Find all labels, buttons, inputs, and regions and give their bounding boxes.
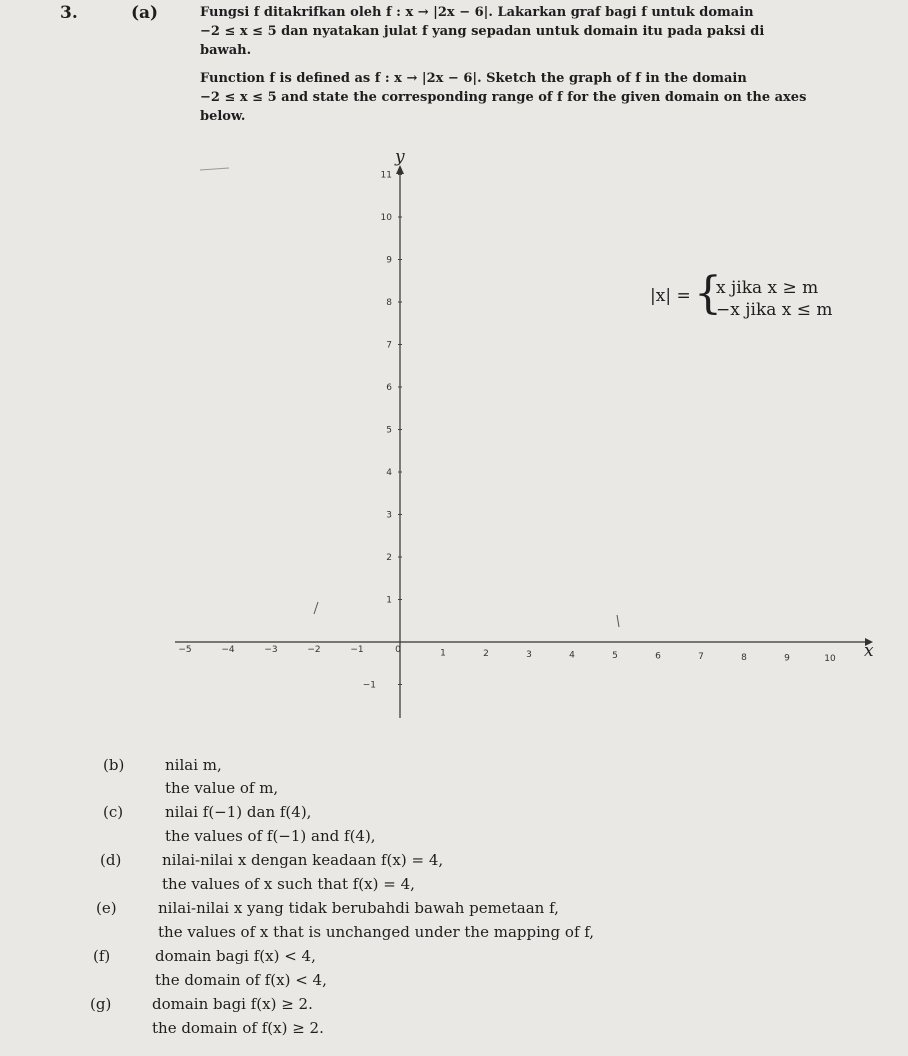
x-tick-label: −1 [350, 645, 364, 655]
definition-lhs: |x| = [650, 286, 691, 306]
x-tick-label: −5 [178, 645, 192, 655]
x-tick-label: 2 [483, 649, 489, 660]
x-tick-label: −4 [221, 645, 235, 655]
part-f-malay: domain bagi f(x) < 4, [155, 947, 316, 965]
brace-symbol: { [694, 268, 722, 319]
y-tick-label: 3 [386, 510, 392, 521]
y-tick-label: 4 [386, 468, 392, 478]
part-b-label: (b) [103, 756, 125, 774]
y-tick-label: 8 [386, 298, 392, 308]
part-a-malay-line-3: bawah. [200, 43, 252, 58]
pencil-mark [314, 602, 318, 614]
definition-case-2: −x jika x ≤ m [716, 300, 833, 320]
x-tick-label: 8 [741, 652, 747, 663]
y-tick-label: 6 [386, 383, 392, 393]
x-tick-label: 4 [569, 650, 575, 661]
x-axis-label: x [864, 641, 874, 661]
part-d-english: the values of x such that f(x) = 4, [162, 875, 415, 893]
part-e-english: the values of x that is unchanged under the mapping of f, [158, 923, 595, 941]
pencil-mark [617, 615, 619, 627]
part-c-label: (c) [103, 803, 124, 821]
x-tick-label: 3 [526, 649, 532, 660]
x-tick-label: 1 [440, 648, 446, 659]
y-tick-label: 11 [380, 170, 392, 181]
x-tick-label: 6 [655, 651, 661, 662]
y-tick-label: 7 [386, 340, 392, 351]
part-a-label: (a) [131, 3, 159, 23]
part-a-english-line-2: −2 ≤ x ≤ 5 and state the corresponding range of f for the given domain on the axes [200, 90, 807, 105]
part-a-malay-line-1: Fungsi f ditakrifkan oleh f : x → |2x − 6|. Lakarkan graf bagi f untuk domain [200, 5, 754, 20]
y-axis-label: y [395, 147, 405, 167]
part-d-malay: nilai-nilai x dengan keadaan f(x) = 4, [162, 851, 444, 869]
pencil-mark [200, 168, 229, 170]
definition-case-1: x jika x ≥ m [716, 278, 819, 298]
part-c-english: the values of f(−1) and f(4), [165, 827, 376, 845]
part-b-malay: nilai m, [165, 756, 222, 774]
part-g-label: (g) [90, 995, 112, 1013]
x-tick-label: −2 [307, 645, 321, 655]
y-tick-label: −1 [362, 680, 376, 691]
x-tick-label: 5 [612, 651, 618, 661]
x-tick-label: 0 [395, 645, 401, 655]
part-a-english-line-3: below. [200, 109, 246, 124]
part-g-english: the domain of f(x) ≥ 2. [152, 1019, 324, 1037]
x-tick-label: 9 [784, 653, 790, 664]
part-e-label: (e) [96, 899, 117, 917]
y-tick-label: 2 [386, 553, 392, 563]
part-b-english: the value of m, [165, 779, 279, 797]
part-c-malay: nilai f(−1) dan f(4), [165, 803, 312, 821]
question-number: 3. [60, 3, 78, 23]
y-tick-label: 9 [386, 255, 392, 266]
part-d-label: (d) [100, 851, 122, 869]
part-a-english-line-1: Function f is defined as f : x → |2x − 6|. Sketch the graph of f in the domain [200, 71, 747, 86]
part-f-label: (f) [93, 947, 111, 965]
y-tick-label: 10 [380, 213, 392, 223]
x-tick-label: 10 [824, 654, 836, 664]
y-tick-label: 5 [386, 425, 392, 436]
part-g-malay: domain bagi f(x) ≥ 2. [152, 995, 313, 1013]
y-tick-label: 1 [386, 595, 392, 606]
part-a-malay-line-2: −2 ≤ x ≤ 5 dan nyatakan julat f yang sepadan untuk domain itu pada paksi di [200, 24, 765, 39]
x-tick-label: −3 [264, 645, 278, 655]
x-tick-label: 7 [698, 652, 704, 663]
part-f-english: the domain of f(x) < 4, [155, 971, 327, 989]
part-e-malay: nilai-nilai x yang tidak berubahdi bawah pemetaan f, [158, 899, 559, 917]
